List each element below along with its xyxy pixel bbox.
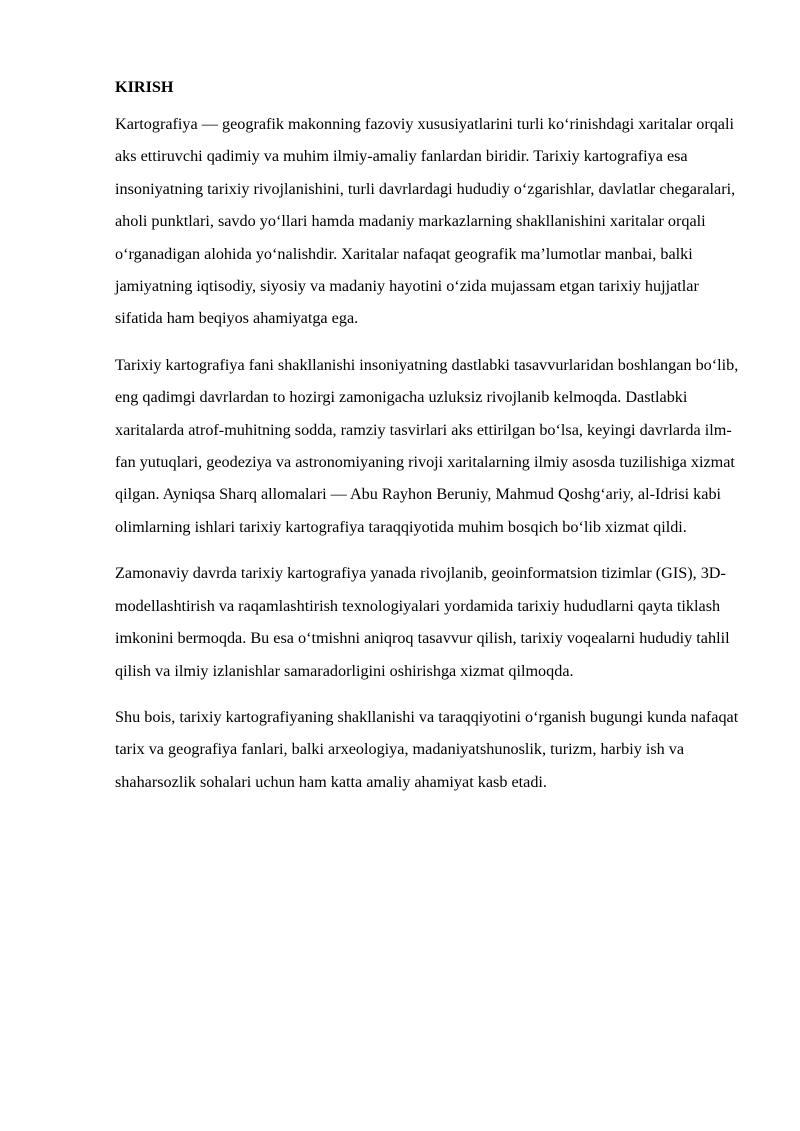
paragraph-3: Zamonaviy davrda tarixiy kartografiya yanada rivojlanib, geoinformatsion tizimlar (GIS), 3D-modellashtirish va raqamlashtirish texnologiyalari yordamida tarixiy hududlarni qayta tiklash imkonini bermoqda. Bu esa o‘tmishni aniqroq tasavvur qilish, tarixiy voqealarni hududiy tahlil qilish va ilmiy izlanishlar samaradorligini oshirishga xizmat qilmoqda. xyxy=(115,564,730,680)
document-body xyxy=(115,76,745,812)
paragraph-1: Kartografiya — geografik makonning fazoviy xususiyatlarini turli ko‘rinishdagi xaritalar orqali aks ettiruvchi qadimiy va muhim ilmiy-amaliy fanlardan biridir. Tarixiy kartografiya esa insoniyatning tarixiy rivojlanishini, turli davrlardagi hududiy o‘zgarishlar, davlatlar chegaralari, aholi punktlari, savdo yo‘llari hamda madaniy markazlarning shakllanishini xaritalar orqali o‘rganadigan alohida yo‘nalishdir. Xaritalar nafaqat geografik ma’lumotlar manbai, balki jamiyatning iqtisodiy, siyosiy va madaniy hayotini o‘zida mujassam etgan tarixiy hujjatlar sifatida ham beqiyos ahamiyatga ega. xyxy=(115,115,736,328)
section-heading: KIRISH xyxy=(115,78,174,96)
paragraph-2: Tarixiy kartografiya fani shakllanishi insoniyatning dastlabki tasavvurlaridan boshlangan bo‘lib, eng qadimgi davrlardan to hozirgi zamonigacha uzluksiz rivojlanib kelmoqda. Dastlabki xaritalarda atrof-muhitning sodda, ramziy tasvirlari aks ettirilgan bo‘lsa, keyingi davrlarda ilm-fan yutuqlari, geodeziya va astronomiyaning rivoji xaritalarning ilmiy asosda tuzilishiga xizmat qilgan. Ayniqsa Sharq allomalari — Abu Rayhon Beruniy, Mahmud Qoshg‘ariy, al-Idrisi kabi olimlarning ishlari tarixiy kartografiya taraqqiyotida muhim bosqich bo‘lib xizmat qildi. xyxy=(115,355,739,536)
paragraph-4: Shu bois, tarixiy kartografiyaning shakllanishi va taraqqiyotini o‘rganish bugungi kunda nafaqat tarix va geografiya fanlari, balki arxeologiya, madaniyatshunoslik, turizm, harbiy ish va shaharsozlik sohalari uchun ham katta amaliy ahamiyat kasb etadi. xyxy=(115,707,739,791)
